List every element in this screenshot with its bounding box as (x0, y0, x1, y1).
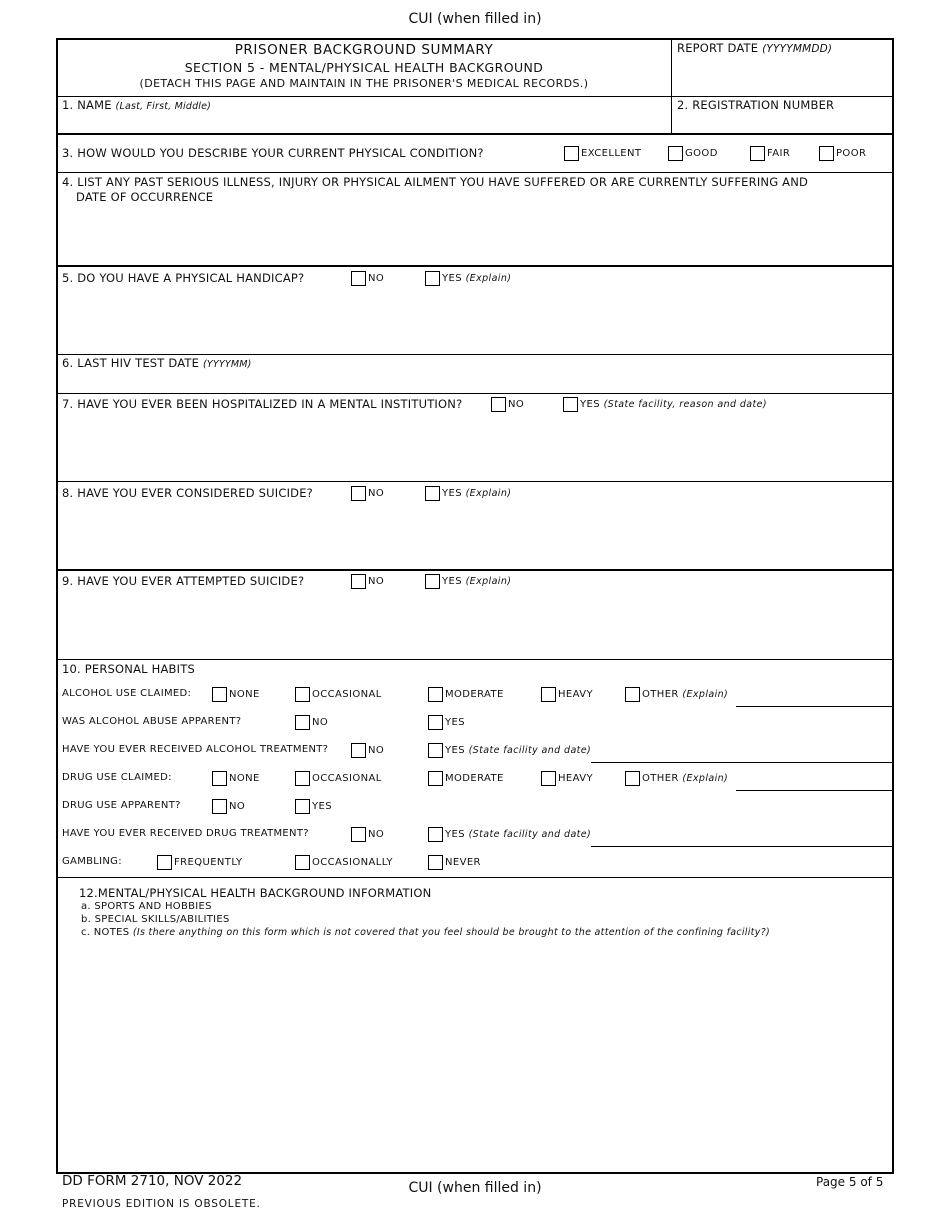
name-registration-row (58, 97, 892, 135)
name-label-text: 1. NAME (62, 98, 112, 112)
name-label (62, 98, 211, 112)
detach-instruction: (DETACH THIS PAGE AND MAINTAIN IN THE PRISONER'S MEDICAL RECORDS.) (139, 77, 589, 90)
checkbox-box[interactable] (625, 687, 640, 702)
notes-label (81, 926, 770, 939)
attempted-suicide-label: 9. HAVE YOU EVER ATTEMPTED SUICIDE? (62, 574, 305, 588)
mental-institution-no-label: NO (508, 399, 525, 410)
gambling-label: GAMBLING: (62, 856, 122, 867)
mental-institution-row (58, 394, 892, 482)
considered-suicide-no-label: NO (368, 488, 385, 499)
past-illness-row (58, 173, 892, 267)
mental-institution-yes-text: YES (580, 399, 600, 410)
hiv-test-row (58, 355, 892, 394)
alcohol-treatment-yes-label (445, 745, 591, 756)
gambling-frequently-checkbox[interactable] (157, 855, 242, 870)
drug-apparent-yes-label: YES (312, 801, 332, 812)
alcohol-use-label: ALCOHOL USE CLAIMED: (62, 688, 192, 699)
attempted-suicide-no-checkbox[interactable] (351, 574, 384, 589)
health-background-subitems (81, 900, 770, 939)
gambling-occasionally-label: OCCASIONALLY (312, 857, 393, 868)
attempted-suicide-row (58, 571, 892, 660)
considered-suicide-yes-hint: (Explain) (465, 488, 512, 499)
checkbox-box[interactable] (428, 743, 443, 758)
health-background-row (58, 878, 892, 1172)
alcohol-heavy-checkbox[interactable] (541, 687, 593, 702)
hiv-test-label (62, 356, 252, 370)
drug-treatment-no-checkbox[interactable] (351, 827, 384, 842)
drug-heavy-label: HEAVY (558, 773, 593, 784)
gambling-never-label: NEVER (445, 857, 481, 868)
drug-treatment-label: HAVE YOU EVER RECEIVED DRUG TREATMENT? (62, 828, 309, 839)
checkbox-box[interactable] (750, 146, 765, 161)
drug-treatment-yes-hint: (State facility and date) (468, 829, 592, 840)
checkbox-box[interactable] (428, 687, 443, 702)
physical-condition-row (58, 135, 892, 173)
handicap-yes-text: YES (442, 273, 462, 284)
checkbox-box[interactable] (295, 855, 310, 870)
checkbox-box[interactable] (295, 799, 310, 814)
cui-marking-bottom: CUI (when filled in) (408, 1180, 542, 1196)
hiv-test-hint: (YYYYMM) (202, 359, 252, 370)
handicap-no-label: NO (368, 273, 385, 284)
page-number: Page 5 of 5 (816, 1175, 884, 1189)
checkbox-box[interactable] (351, 271, 366, 286)
alcohol-abuse-no-label: NO (312, 717, 329, 728)
report-date-field[interactable] (677, 60, 887, 94)
considered-suicide-label: 8. HAVE YOU EVER CONSIDERED SUICIDE? (62, 486, 313, 500)
form-number: DD FORM 2710, NOV 2022 (62, 1173, 243, 1189)
checkbox-box[interactable] (819, 146, 834, 161)
header-divider (671, 40, 672, 96)
header-row (58, 40, 892, 97)
drug-use-label: DRUG USE CLAIMED: (62, 772, 172, 783)
drug-treatment-yes-checkbox[interactable] (428, 827, 591, 842)
alcohol-heavy-label: HEAVY (558, 689, 593, 700)
alcohol-treatment-line[interactable] (591, 762, 892, 763)
checkbox-box[interactable] (295, 715, 310, 730)
drug-other-checkbox[interactable] (625, 771, 728, 786)
alcohol-none-checkbox[interactable] (212, 687, 260, 702)
cui-marking-top: CUI (when filled in) (408, 11, 542, 27)
checkbox-box[interactable] (212, 687, 227, 702)
alcohol-treatment-no-checkbox[interactable] (351, 743, 384, 758)
drug-other-line[interactable] (736, 790, 892, 791)
drug-treatment-no-label: NO (368, 829, 385, 840)
alcohol-occasional-label: OCCASIONAL (312, 689, 382, 700)
alcohol-treatment-yes-checkbox[interactable] (428, 743, 591, 758)
condition-poor-label: POOR (836, 148, 867, 159)
drug-moderate-label: MODERATE (445, 773, 504, 784)
drug-heavy-checkbox[interactable] (541, 771, 593, 786)
attempted-suicide-no-label: NO (368, 576, 385, 587)
report-date-hint: (YYYYMMDD) (762, 43, 833, 55)
alcohol-abuse-label: WAS ALCOHOL ABUSE APPARENT? (62, 716, 242, 727)
physical-condition-label: 3. HOW WOULD YOU DESCRIBE YOUR CURRENT PHYSICAL CONDITION? (62, 146, 484, 160)
hiv-test-label-text: 6. LAST HIV TEST DATE (62, 356, 200, 370)
checkbox-box[interactable] (425, 486, 440, 501)
condition-excellent-label: EXCELLENT (581, 148, 642, 159)
health-background-label: 12.MENTAL/PHYSICAL HEALTH BACKGROUND INFORMATION (79, 886, 432, 900)
checkbox-box[interactable] (351, 743, 366, 758)
condition-poor-checkbox[interactable] (819, 146, 866, 161)
alcohol-abuse-yes-label: YES (445, 717, 465, 728)
alcohol-other-label (642, 689, 728, 700)
considered-suicide-yes-label (442, 488, 511, 499)
handicap-no-checkbox[interactable] (351, 271, 384, 286)
drug-other-hint: (Explain) (682, 773, 729, 784)
drug-occasional-label: OCCASIONAL (312, 773, 382, 784)
gambling-never-checkbox[interactable] (428, 855, 481, 870)
checkbox-box[interactable] (351, 574, 366, 589)
checkbox-box[interactable] (295, 687, 310, 702)
alcohol-other-line[interactable] (736, 706, 892, 707)
handicap-yes-hint: (Explain) (465, 273, 512, 284)
drug-moderate-checkbox[interactable] (428, 771, 504, 786)
past-illness-label (62, 175, 808, 205)
alcohol-other-text: OTHER (642, 689, 679, 700)
condition-good-checkbox[interactable] (668, 146, 718, 161)
registration-number-field[interactable] (677, 114, 887, 132)
checkbox-box[interactable] (428, 771, 443, 786)
previous-edition-note: PREVIOUS EDITION IS OBSOLETE. (62, 1198, 261, 1210)
gambling-frequently-label: FREQUENTLY (174, 857, 243, 868)
alcohol-abuse-no-checkbox[interactable] (295, 715, 328, 730)
condition-good-label: GOOD (685, 148, 718, 159)
handicap-yes-checkbox[interactable] (425, 271, 511, 286)
past-illness-label-line2: DATE OF OCCURRENCE (76, 190, 214, 204)
section-title: SECTION 5 - MENTAL/PHYSICAL HEALTH BACKGROUND (184, 60, 544, 75)
mental-institution-no-checkbox[interactable] (491, 397, 524, 412)
form-section-5 (56, 38, 894, 1174)
checkbox-box[interactable] (428, 715, 443, 730)
checkbox-box[interactable] (157, 855, 172, 870)
attempted-suicide-yes-checkbox[interactable] (425, 574, 511, 589)
checkbox-box[interactable] (625, 771, 640, 786)
checkbox-box[interactable] (351, 827, 366, 842)
drug-occasional-checkbox[interactable] (295, 771, 382, 786)
considered-suicide-yes-checkbox[interactable] (425, 486, 511, 501)
alcohol-treatment-yes-text: YES (445, 745, 465, 756)
drug-treatment-yes-label (445, 829, 591, 840)
checkbox-box[interactable] (212, 771, 227, 786)
alcohol-moderate-label: MODERATE (445, 689, 504, 700)
condition-fair-checkbox[interactable] (750, 146, 790, 161)
personal-habits-label: 10. PERSONAL HABITS (62, 662, 195, 676)
past-illness-label-line1: 4. LIST ANY PAST SERIOUS ILLNESS, INJURY OR PHYSICAL AILMENT YOU HAVE SUFFERED OR ARE CURRENTLY SUFFERING AND (62, 175, 809, 189)
report-date-label-text: REPORT DATE (677, 41, 759, 55)
checkbox-box[interactable] (668, 146, 683, 161)
physical-handicap-row (58, 267, 892, 355)
alcohol-treatment-yes-hint: (State facility and date) (468, 745, 592, 756)
health-background-field[interactable] (62, 944, 888, 1166)
mental-institution-yes-hint: (State facility, reason and date) (603, 399, 768, 410)
attempted-suicide-yes-text: YES (442, 576, 462, 587)
physical-handicap-label: 5. DO YOU HAVE A PHYSICAL HANDICAP? (62, 271, 305, 285)
drug-apparent-yes-checkbox[interactable] (295, 799, 332, 814)
checkbox-box[interactable] (491, 397, 506, 412)
drug-apparent-no-checkbox[interactable] (212, 799, 245, 814)
hiv-test-field[interactable] (62, 372, 888, 390)
considered-suicide-row (58, 482, 892, 571)
mental-institution-label: 7. HAVE YOU EVER BEEN HOSPITALIZED IN A MENTAL INSTITUTION? (62, 397, 463, 411)
checkbox-box[interactable] (425, 574, 440, 589)
checkbox-box[interactable] (425, 271, 440, 286)
form-title: PRISONER BACKGROUND SUMMARY (234, 42, 494, 58)
handicap-yes-label (442, 273, 511, 284)
alcohol-treatment-no-label: NO (368, 745, 385, 756)
mental-institution-yes-checkbox[interactable] (563, 397, 767, 412)
checkbox-box[interactable] (295, 771, 310, 786)
name-hint: (Last, First, Middle) (115, 101, 212, 112)
checkbox-box[interactable] (564, 146, 579, 161)
drug-apparent-label: DRUG USE APPARENT? (62, 800, 181, 811)
checkbox-box[interactable] (563, 397, 578, 412)
sports-hobbies-label: a. SPORTS AND HOBBIES (81, 901, 212, 912)
checkbox-box[interactable] (428, 855, 443, 870)
alcohol-other-checkbox[interactable] (625, 687, 728, 702)
condition-fair-label: FAIR (767, 148, 791, 159)
alcohol-other-hint: (Explain) (682, 689, 729, 700)
gambling-occasionally-checkbox[interactable] (295, 855, 393, 870)
checkbox-box[interactable] (428, 827, 443, 842)
checkbox-box[interactable] (541, 687, 556, 702)
registration-number-label: 2. REGISTRATION NUMBER (677, 98, 835, 112)
drug-treatment-line[interactable] (591, 846, 892, 847)
header-title-block (58, 42, 670, 91)
notes-label-text: c. NOTES (81, 927, 130, 938)
personal-habits-row (58, 660, 892, 878)
checkbox-box[interactable] (351, 486, 366, 501)
considered-suicide-yes-text: YES (442, 488, 462, 499)
drug-other-text: OTHER (642, 773, 679, 784)
drug-treatment-yes-text: YES (445, 829, 465, 840)
alcohol-treatment-label: HAVE YOU EVER RECEIVED ALCOHOL TREATMENT? (62, 744, 329, 755)
alcohol-abuse-yes-checkbox[interactable] (428, 715, 465, 730)
special-skills-label: b. SPECIAL SKILLS/ABILITIES (81, 914, 230, 925)
name-divider (671, 97, 672, 134)
attempted-suicide-yes-label (442, 576, 511, 587)
alcohol-none-label: NONE (229, 689, 260, 700)
drug-none-label: NONE (229, 773, 260, 784)
report-date-label (677, 41, 832, 55)
drug-none-checkbox[interactable] (212, 771, 260, 786)
alcohol-moderate-checkbox[interactable] (428, 687, 504, 702)
alcohol-occasional-checkbox[interactable] (295, 687, 382, 702)
notes-hint: (Is there anything on this form which is not covered that you feel should be brought to the attention of the confining facility?) (132, 927, 770, 938)
checkbox-box[interactable] (541, 771, 556, 786)
past-illness-field[interactable] (62, 207, 888, 262)
name-field[interactable] (62, 114, 662, 132)
drug-apparent-no-label: NO (229, 801, 246, 812)
attempted-suicide-yes-hint: (Explain) (465, 576, 512, 587)
mental-institution-yes-label (580, 399, 767, 410)
drug-other-label (642, 773, 728, 784)
condition-excellent-checkbox[interactable] (564, 146, 641, 161)
considered-suicide-no-checkbox[interactable] (351, 486, 384, 501)
checkbox-box[interactable] (212, 799, 227, 814)
